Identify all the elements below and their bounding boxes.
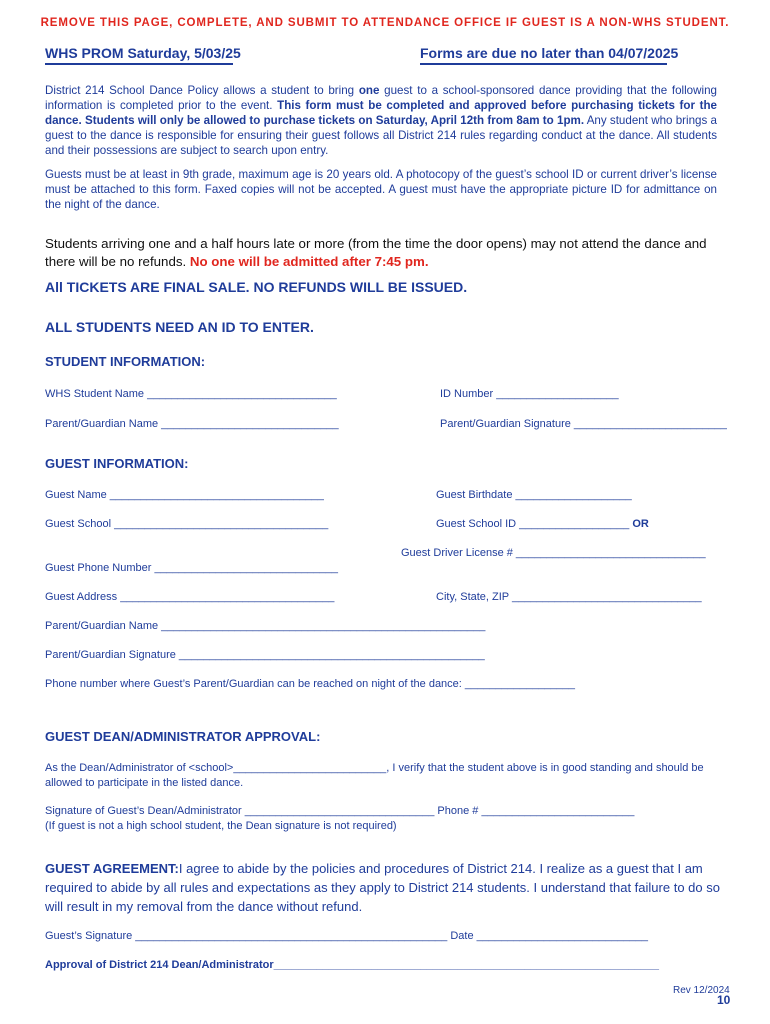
dean-verification-field[interactable]: As the Dean/Administrator of <school>_________________________, I verify that the student above is in good standing and should be (45, 762, 704, 774)
guest-birthdate-field[interactable]: Guest Birthdate ___________________ (436, 489, 632, 501)
agreement-text: I agree to abide by the policies and procedures of District 214. I realize as a guest that I am required to abide by all rules and expectations as they apply to District 214 students. I understand that failure to do so will result in my removal from the dance without refund. (45, 861, 720, 914)
student-parent-name-field[interactable]: Parent/Guardian Name _____________________________ (45, 418, 339, 430)
policy-emphasis: one (358, 84, 380, 97)
event-title: WHS PROM Saturday, 5/03/25 (45, 45, 241, 61)
school-id-label: Guest School ID __________________ (436, 518, 630, 530)
approval-line: _______________________________________________________________ (273, 959, 660, 971)
late-text: Students arriving one and a half hours late or more (from the time the door opens) may not attend the dance and there will be no refunds. (45, 236, 707, 269)
guest-city-field[interactable]: City, State, ZIP _______________________________ (436, 591, 702, 603)
or-label: OR (632, 518, 649, 530)
guest-name-field[interactable]: Guest Name ___________________________________ (45, 489, 324, 501)
guest-parent-phone-field[interactable]: Phone number where Guest’s Parent/Guardian can be reached on night of the dance: __________________ (45, 678, 576, 690)
guest-parent-name-field[interactable]: Parent/Guardian Name _____________________________________________________ (45, 620, 486, 632)
dean-note: (If guest is not a high school student, the Dean signature is not required) (45, 820, 397, 832)
guest-signature-field[interactable]: Guest’s Signature ___________________________________________________ Date ____________________________ (45, 930, 648, 942)
guest-agreement (45, 859, 725, 916)
student-id-field[interactable]: ID Number ____________________ (440, 388, 619, 400)
late-arrival-notice (45, 235, 725, 271)
policy-text: Any student who brings a guest to the dance is responsible for ensuring their guest follows all District 214 rules regarding conduct at the dance. All students and their possessions are subject to search upon entry. (45, 114, 717, 157)
guest-heading: GUEST INFORMATION: (45, 456, 189, 471)
policy-text: District 214 School Dance Policy allows a student to bring (45, 84, 359, 97)
divider (420, 63, 667, 65)
dean-heading: GUEST DEAN/ADMINISTRATOR APPROVAL: (45, 729, 321, 744)
approval-label: Approval of District 214 Dean/Administrator (45, 959, 274, 971)
final-sale-notice: All TICKETS ARE FINAL SALE. NO REFUNDS WILL BE ISSUED. (45, 279, 468, 295)
agreement-label: GUEST AGREEMENT: (45, 861, 179, 876)
guest-address-field[interactable]: Guest Address ___________________________________ (45, 591, 335, 603)
student-heading: STUDENT INFORMATION: (45, 354, 206, 369)
guest-school-id-field[interactable] (436, 518, 649, 530)
dean-signature-field[interactable]: Signature of Guest’s Dean/Administrator _______________________________ Phone # _________________________ (45, 805, 635, 817)
revision-date: Rev 12/2024 (673, 985, 730, 996)
banner-instruction: REMOVE THIS PAGE, COMPLETE, AND SUBMIT TO ATTENDANCE OFFICE IF GUEST IS A NON-WHS STUDENT. (40, 17, 730, 29)
divider (45, 63, 233, 65)
admission-cutoff: No one will be admitted after 7:45 pm. (189, 254, 429, 269)
id-notice: ALL STUDENTS NEED AN ID TO ENTER. (45, 319, 314, 335)
policy-emphasis: This form must be completed and approved before purchasing tickets for the dance. Students will only be allowed to purchase tickets on Saturday, April 12th from 8am to 1pm. (45, 99, 718, 127)
guest-requirements: Guests must be at least in 9th grade, maximum age is 20 years old. A photocopy of the guest’s school ID or current driver’s license must be attached to this form. Faxed copies will not be accepted. A guest must have the appropriate picture ID for admittance on the night of the dance. (45, 168, 717, 211)
guest-parent-signature-field[interactable]: Parent/Guardian Signature __________________________________________________ (45, 649, 485, 661)
guest-phone-field[interactable]: Guest Phone Number ______________________________ (45, 562, 338, 574)
policy-paragraph (45, 83, 717, 158)
district-approval-field[interactable] (45, 959, 659, 971)
policy-text: guest to a school-sponsored dance providing that the following information is completed prior to the event. (45, 84, 717, 112)
dean-verification-text: allowed to participate in the listed dance. (45, 777, 244, 789)
due-date: Forms are due no later than 04/07/2025 (420, 45, 679, 61)
student-name-field[interactable]: WHS Student Name _______________________________ (45, 388, 337, 400)
student-parent-signature-field[interactable]: Parent/Guardian Signature _________________________ (440, 418, 727, 430)
guest-school-field[interactable]: Guest School ___________________________________ (45, 518, 329, 530)
page-number: 10 (717, 993, 731, 1007)
guest-license-field[interactable]: Guest Driver License # _______________________________ (401, 547, 706, 559)
